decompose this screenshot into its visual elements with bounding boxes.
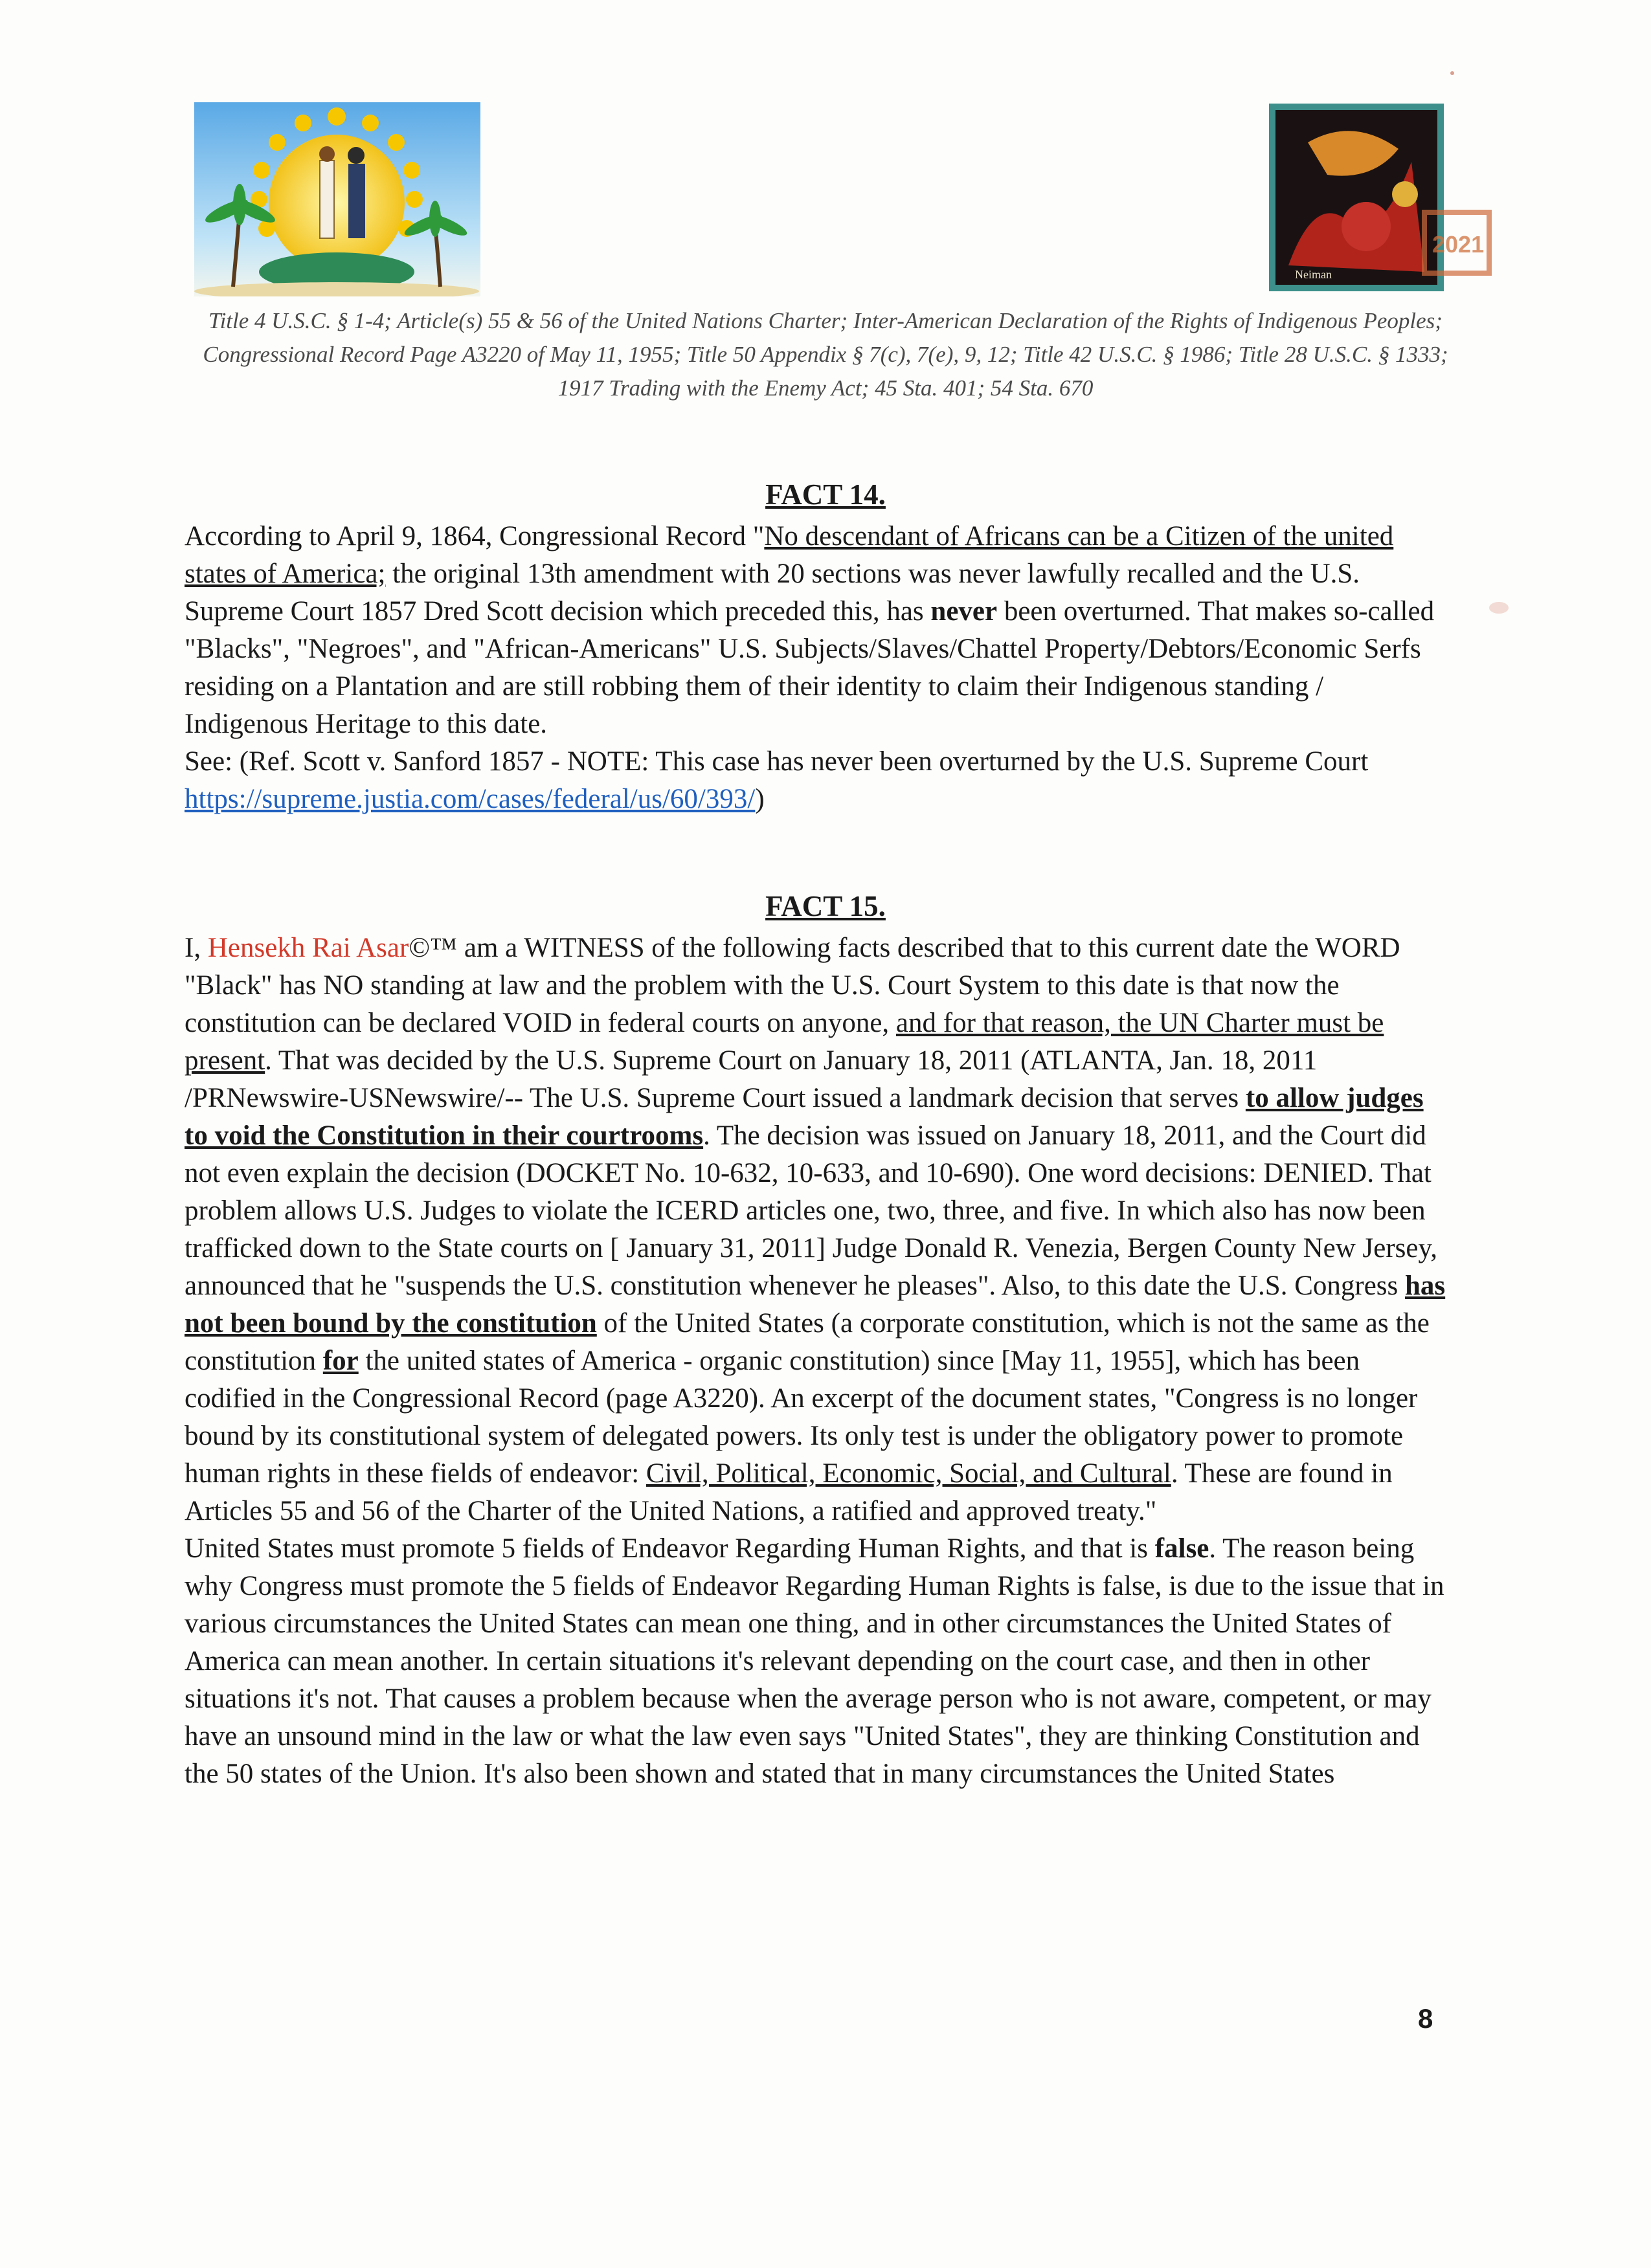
fact-14-reference: See: (Ref. Scott v. Sanford 1857 - NOTE: This case has never been overturned by the U.S. Supreme Court — [185, 746, 1369, 777]
fact-14-body — [185, 518, 1450, 818]
fact-14-text: According to April 9, 1864, Congressional Record " — [185, 521, 765, 551]
fact-14-quote: No descendant of Africans can be a Citizen of the united states of America; — [185, 521, 1394, 589]
fact-15-text: I, — [185, 933, 208, 963]
scan-speck — [1489, 602, 1509, 614]
fact-15-text: of the United States (a corporate constitution, which is not the same as the constitution — [185, 1308, 1430, 1376]
fact-15-underline: Civil, Political, Economic, Social, and Cultural — [646, 1458, 1171, 1489]
fact-15-text: United States must promote 5 fields of Endeavor Regarding Human Rights, and that is — [185, 1533, 1155, 1564]
red-seal-stamp — [1418, 207, 1496, 278]
fact-14-text: been overturned. That makes so-called "Blacks", "Negroes", and "African-Americans" U.S. Subjects/Slaves/Chattel Property/Debtors/Economic Serfs residing on a Plantation and are still robbing them of their identity to claim their Indigenous standing / Indigenous Heritage to this date. — [185, 596, 1435, 739]
fact-15-text: the united states of America - organic constitution) since [May 11, 1955], which has been codified in the Congressional Record (page A3220). An excerpt of the document states, "Congress is no longer bound by its constitutional system of delegated powers. Its only test is under the obligatory power to promote human rights in these fields of endeavor: — [185, 1346, 1418, 1489]
justia-link[interactable]: https://supreme.justia.com/cases/federal/us/60/393/ — [185, 784, 756, 814]
fact-14-text: the original 13th amendment with 20 sections was never lawfully recalled and the U.S. Supreme Court 1857 Dred Scott decision which preceded this, has — [185, 559, 1360, 627]
legal-citation: Title 4 U.S.C. § 1-4; Article(s) 55 & 56 of the United Nations Charter; Inter-American Declaration of the Rights of Indigenous Peoples; Congressional Record Page A3220 of May 11, 1955; Title 50 Appendix § 7(c), 7(e), 9, 12; Title 42 U.S.C. § 1986; Title 28 U.S.C. § 1333; 1917 Trading with the Enemy Act; 45 Sta. 401; 54 Sta. 670 — [203, 308, 1448, 401]
fact-15-bold-underline: to allow judges to void the Constitution in their courtrooms — [185, 1083, 1424, 1151]
fact-15-body — [185, 929, 1450, 1793]
fact-15-bold-underline: has not been bound by the constitution — [185, 1271, 1446, 1339]
fact-15-heading: FACT 15. — [765, 890, 886, 922]
svg-text:Neiman: Neiman — [1295, 268, 1332, 281]
fact-15-text: . The decision was issued on January 18, 2011, and the Court did not even explain the decision (DOCKET No. 10-632, 10-633, and 10-690). One word decisions: DENIED. That problem allows U.S. Judges to violate the ICERD articles one, two, three, and five. In which also has now been trafficked down to the State courts on [ January 31, 2011] Judge Donald R. Venezia, Bergen County New Jersey, announced that he "suspends the U.S. constitution whenever he pleases". Also, to this date the U.S. Congress — [185, 1120, 1437, 1301]
fact-15-emphasis: false — [1154, 1533, 1209, 1564]
fact-15-text: . These are found in Articles 55 and 56 of the Charter of the United Nations, a ratified and approved treaty." — [185, 1458, 1393, 1526]
fact-15-bold-underline: for — [322, 1346, 359, 1376]
indigenous-emblem-logo — [194, 102, 480, 296]
page-number: 8 — [1418, 2003, 1433, 2034]
fact-15-text: . The reason being why Congress must promote the 5 fields of Endeavor Regarding Human Rights is false, is due to the issue that in various circumstances the United States can mean one thing, and in other circumstances the United States of America can mean another. In certain situations it's relevant depending on the court case, and then in other situations it's not. That causes a problem because when the average person who is not aware, competent, or may have an unsound mind in the law or what the law even says "United States", they are thinking Constitution and the 50 states of the Union. It's also been shown and stated that in many circumstances the United States — [185, 1533, 1444, 1789]
witness-name: Hensekh Rai Asar — [207, 933, 409, 963]
fact-15-text: . That was decided by the U.S. Supreme Court on January 18, 2011 (ATLANTA, Jan. 18, 2011 /PRNewswire-USNewswire/-- The U.S. Supreme Court issued a landmark decision that serves — [185, 1045, 1318, 1113]
fact-14-emphasis: never — [930, 596, 998, 627]
fact-15-underline: and for that reason, the UN Charter must be present — [185, 1008, 1384, 1076]
fact-14-reference-close: ) — [755, 784, 765, 814]
scan-speck — [1450, 71, 1454, 75]
svg-text:2021: 2021 — [1432, 231, 1485, 258]
fact-14-heading: FACT 14. — [765, 478, 886, 511]
fact-15-text: ©™ am a WITNESS of the following facts described that to this current date the WORD "Black" has NO standing at law and the problem with the U.S. Court System to this date is that now the constitution can be declared VOID in federal courts on anyone, — [185, 933, 1400, 1038]
